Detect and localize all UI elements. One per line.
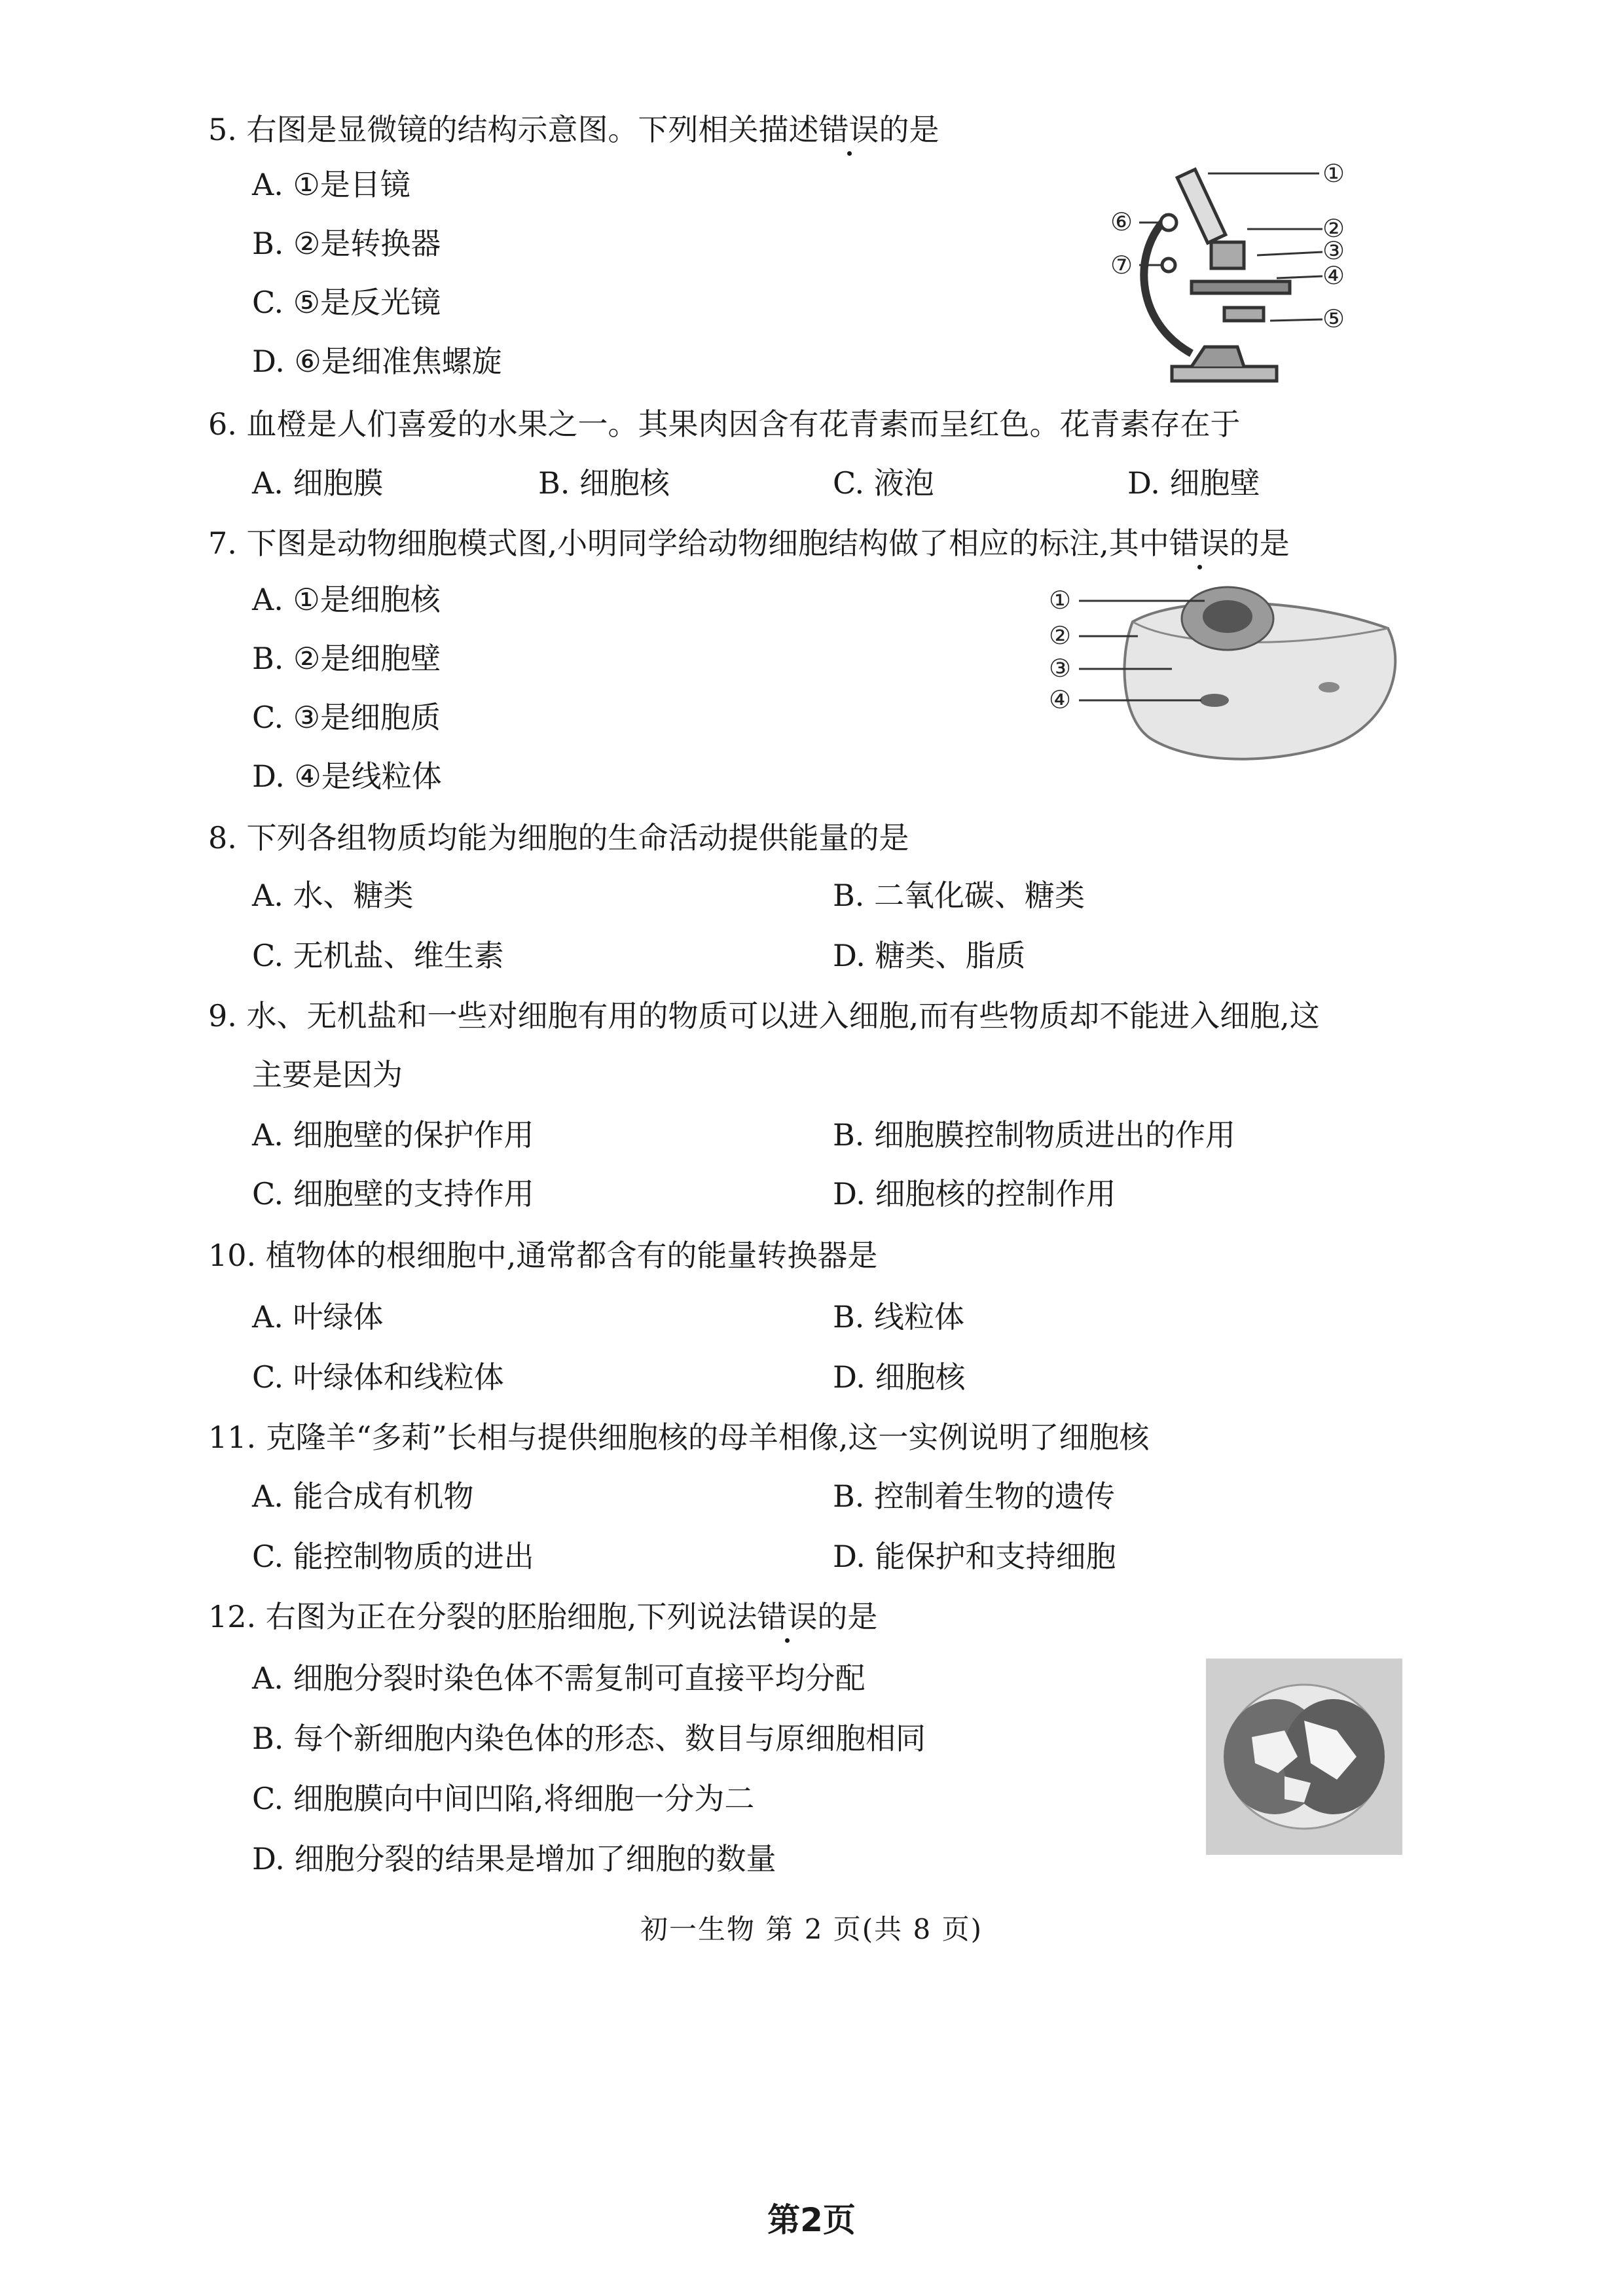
question-6-option-d: D. 细胞壁 bbox=[1127, 465, 1260, 501]
question-5-option-a: A. ①是目镜 bbox=[252, 167, 410, 202]
question-10-option-c: C. 叶绿体和线粒体 bbox=[252, 1359, 504, 1395]
question-11-option-b: B. 控制着生物的遗传 bbox=[833, 1479, 1116, 1514]
question-11-option-d: D. 能保护和支持细胞 bbox=[833, 1539, 1116, 1574]
question-10-stem: 10. 植物体的根细胞中,通常都含有的能量转换器是 bbox=[208, 1238, 878, 1273]
question-9-stem-line2: 主要是因为 bbox=[252, 1057, 403, 1092]
question-12-option-b: B. 每个新细胞内染色体的形态、数目与原细胞相同 bbox=[252, 1721, 926, 1756]
question-12-option-d: D. 细胞分裂的结果是增加了细胞的数量 bbox=[252, 1841, 776, 1876]
question-5-option-b: B. ②是转换器 bbox=[252, 226, 441, 261]
microscope-label-4: ④ bbox=[1322, 261, 1345, 290]
microscope-label-3: ③ bbox=[1322, 236, 1345, 265]
question-9-option-d: D. 细胞核的控制作用 bbox=[833, 1176, 1116, 1211]
question-7-option-a: A. ①是细胞核 bbox=[252, 582, 441, 617]
question-7-option-b: B. ②是细胞壁 bbox=[252, 641, 441, 676]
cell-label-3: ③ bbox=[1049, 654, 1072, 683]
question-6-stem: 6. 血橙是人们喜爱的水果之一。其果肉因含有花青素而呈红色。花青素存在于 bbox=[208, 406, 1241, 442]
question-5-option-c: C. ⑤是反光镜 bbox=[252, 285, 441, 320]
question-12-option-a: A. 细胞分裂时染色体不需复制可直接平均分配 bbox=[252, 1660, 866, 1696]
microscope-label-6: ⑥ bbox=[1110, 207, 1133, 236]
question-8-stem: 8. 下列各组物质均能为细胞的生命活动提供能量的是 bbox=[208, 820, 909, 855]
question-10-option-b: B. 线粒体 bbox=[833, 1299, 965, 1335]
question-12-option-c: C. 细胞膜向中间凹陷,将细胞一分为二 bbox=[252, 1781, 755, 1816]
animal-cell-figure bbox=[1048, 576, 1414, 772]
question-9-stem: 9. 水、无机盐和一些对细胞有用的物质可以进入细胞,而有些物质却不能进入细胞,这 bbox=[208, 998, 1320, 1033]
question-8-option-d: D. 糖类、脂质 bbox=[833, 938, 1026, 973]
question-12-stem: 12. 右图为正在分裂的胚胎细胞,下列说法错误的是 bbox=[208, 1597, 877, 1636]
question-10-option-d: D. 细胞核 bbox=[833, 1359, 966, 1395]
question-8-option-b: B. 二氧化碳、糖类 bbox=[833, 878, 1085, 913]
question-7-option-c: C. ③是细胞质 bbox=[252, 700, 441, 735]
question-10-option-a: A. 叶绿体 bbox=[252, 1299, 384, 1335]
cell-label-4: ④ bbox=[1049, 685, 1072, 714]
question-6-option-c: C. 液泡 bbox=[833, 465, 934, 501]
question-9-option-c: C. 细胞壁的支持作用 bbox=[252, 1176, 534, 1211]
question-11-option-a: A. 能合成有机物 bbox=[252, 1479, 474, 1514]
page-footer: 初一生物 第 2 页(共 8 页) bbox=[640, 1913, 983, 1945]
question-9-option-a: A. 细胞壁的保护作用 bbox=[252, 1117, 534, 1153]
page-number-mark: 第2页 bbox=[767, 2201, 856, 2239]
question-7-option-d: D. ④是线粒体 bbox=[252, 759, 442, 794]
cell-label-1: ① bbox=[1049, 586, 1072, 615]
question-11-stem: 11. 克隆羊“多莉”长相与提供细胞核的母羊相像,这一实例说明了细胞核 bbox=[208, 1420, 1150, 1455]
microscope-label-1: ① bbox=[1322, 159, 1345, 188]
microscope-label-7: ⑦ bbox=[1110, 251, 1133, 279]
cell-label-2: ② bbox=[1049, 621, 1072, 650]
question-6-option-a: A. 细胞膜 bbox=[252, 465, 384, 501]
question-8-option-c: C. 无机盐、维生素 bbox=[252, 938, 504, 973]
question-5-stem: 5. 右图是显微镜的结构示意图。下列相关描述错误的是 bbox=[208, 110, 939, 149]
microscope-label-5: ⑤ bbox=[1322, 304, 1345, 333]
question-8-option-a: A. 水、糖类 bbox=[252, 878, 414, 913]
microscope-label-2: ② bbox=[1322, 214, 1345, 243]
question-6-option-b: B. 细胞核 bbox=[538, 465, 670, 501]
dividing-cell-photo bbox=[1206, 1659, 1402, 1855]
microscope-figure bbox=[1106, 151, 1362, 386]
question-9-option-b: B. 细胞膜控制物质进出的作用 bbox=[833, 1117, 1236, 1153]
question-7-stem: 7. 下图是动物细胞模式图,小明同学给动物细胞结构做了相应的标注,其中错误的是 bbox=[208, 524, 1290, 563]
question-11-option-c: C. 能控制物质的进出 bbox=[252, 1539, 534, 1574]
question-5-option-d: D. ⑥是细准焦螺旋 bbox=[252, 344, 502, 379]
